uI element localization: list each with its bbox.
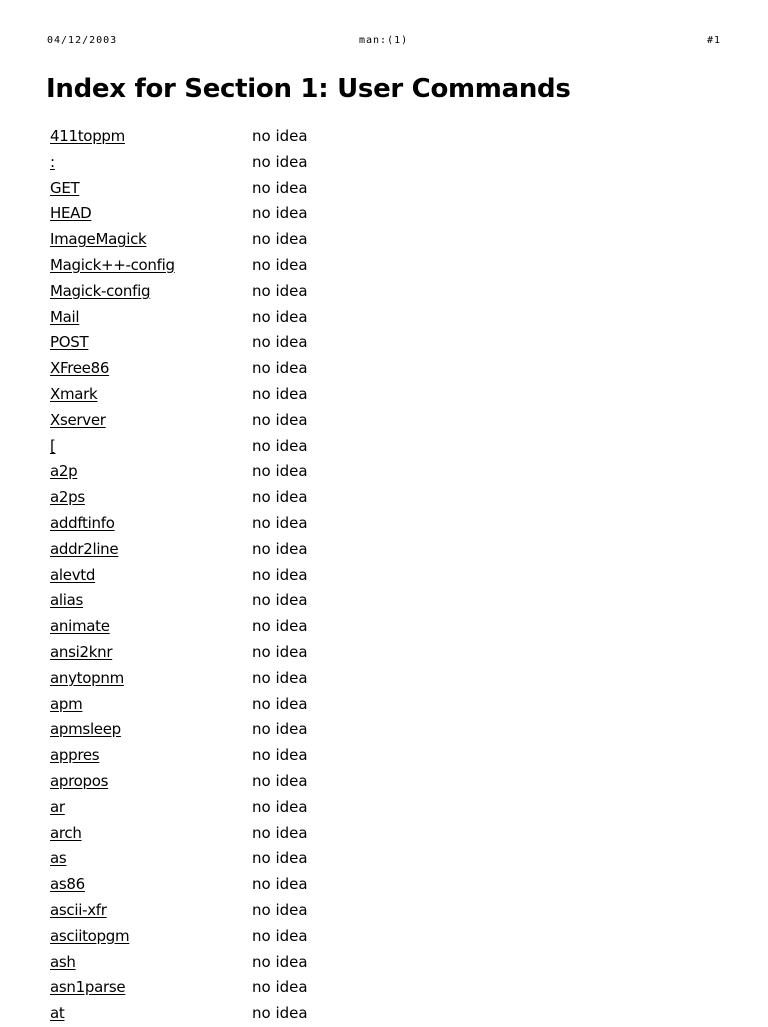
command-link[interactable]: ash (50, 952, 76, 971)
command-description: no idea (252, 952, 308, 971)
command-description: no idea (252, 281, 308, 300)
index-row (50, 356, 650, 382)
command-description: no idea (252, 384, 308, 403)
command-description: no idea (252, 642, 308, 661)
command-link[interactable]: : (50, 152, 55, 171)
index-row (50, 176, 650, 202)
command-description: no idea (252, 152, 308, 171)
command-description: no idea (252, 178, 308, 197)
command-description: no idea (252, 746, 308, 765)
command-link[interactable]: GET (50, 178, 80, 197)
index-row (50, 485, 650, 511)
command-description: no idea (252, 771, 308, 790)
command-description: no idea (252, 1004, 308, 1023)
command-description: no idea (252, 204, 308, 223)
command-description: no idea (252, 926, 308, 945)
index-row (50, 253, 650, 279)
command-description: no idea (252, 513, 308, 532)
command-index-list (50, 124, 650, 1027)
command-link[interactable]: Magick-config (50, 281, 151, 300)
command-link[interactable]: ansi2knr (50, 642, 113, 661)
command-link[interactable]: ImageMagick (50, 230, 147, 249)
command-description: no idea (252, 720, 308, 739)
index-row (50, 537, 650, 563)
command-description: no idea (252, 900, 308, 919)
index-row (50, 692, 650, 718)
header-section: man:(1) (359, 35, 409, 46)
command-link[interactable]: ar (50, 797, 65, 816)
index-row (50, 124, 650, 150)
index-row (50, 950, 650, 976)
command-description: no idea (252, 488, 308, 507)
index-row (50, 563, 650, 589)
command-link[interactable]: apropos (50, 771, 109, 790)
index-row (50, 975, 650, 1001)
index-row (50, 821, 650, 847)
command-description: no idea (252, 978, 308, 997)
command-link[interactable]: at (50, 1004, 65, 1023)
index-row (50, 511, 650, 537)
command-link[interactable]: addftinfo (50, 513, 115, 532)
command-description: no idea (252, 617, 308, 636)
command-link[interactable]: a2ps (50, 488, 85, 507)
command-link[interactable]: as (50, 849, 67, 868)
page-title: Index for Section 1: User Commands (46, 74, 571, 104)
command-description: no idea (252, 849, 308, 868)
index-row (50, 408, 650, 434)
command-description: no idea (252, 591, 308, 610)
command-link[interactable]: ascii-xfr (50, 900, 107, 919)
command-description: no idea (252, 462, 308, 481)
command-description: no idea (252, 410, 308, 429)
command-link[interactable]: addr2line (50, 539, 119, 558)
command-link[interactable]: HEAD (50, 204, 92, 223)
command-description: no idea (252, 127, 308, 145)
command-link[interactable]: 411toppm (50, 127, 125, 145)
index-row (50, 614, 650, 640)
command-description: no idea (252, 565, 308, 584)
index-row (50, 434, 650, 460)
command-link[interactable]: apm (50, 694, 83, 713)
command-description: no idea (252, 307, 308, 326)
page-header (47, 35, 721, 49)
index-row (50, 201, 650, 227)
command-link[interactable]: Xserver (50, 410, 106, 429)
command-description: no idea (252, 823, 308, 842)
index-row (50, 898, 650, 924)
index-row (50, 666, 650, 692)
command-description: no idea (252, 333, 308, 352)
index-row (50, 846, 650, 872)
command-link[interactable]: a2p (50, 462, 78, 481)
command-link[interactable]: appres (50, 746, 100, 765)
index-row (50, 330, 650, 356)
command-link[interactable]: animate (50, 617, 110, 636)
index-row (50, 150, 650, 176)
index-row (50, 743, 650, 769)
command-link[interactable]: alias (50, 591, 84, 610)
index-row (50, 924, 650, 950)
index-row (50, 872, 650, 898)
command-link[interactable]: XFree86 (50, 359, 110, 378)
header-date: 04/12/2003 (47, 35, 118, 46)
command-link[interactable]: anytopnm (50, 668, 124, 687)
index-row (50, 588, 650, 614)
header-page-number: #1 (706, 35, 721, 46)
index-row (50, 227, 650, 253)
command-description: no idea (252, 694, 308, 713)
index-row (50, 305, 650, 331)
index-row (50, 382, 650, 408)
command-description: no idea (252, 436, 308, 455)
command-link[interactable]: Magick++-config (50, 255, 175, 274)
command-description: no idea (252, 797, 308, 816)
command-description: no idea (252, 255, 308, 274)
index-row (50, 717, 650, 743)
command-link[interactable]: POST (50, 333, 89, 352)
command-description: no idea (252, 668, 308, 687)
command-link[interactable]: Xmark (50, 384, 98, 403)
command-link[interactable]: apmsleep (50, 720, 121, 739)
index-row (50, 279, 650, 305)
index-row (50, 769, 650, 795)
command-description: no idea (252, 230, 308, 249)
index-row (50, 1001, 650, 1027)
index-row (50, 459, 650, 485)
command-link[interactable]: asciitopgm (50, 926, 130, 945)
command-link[interactable]: [ (50, 436, 56, 455)
index-row (50, 640, 650, 666)
command-description: no idea (252, 875, 308, 894)
command-link[interactable]: alevtd (50, 565, 96, 584)
command-description: no idea (252, 359, 308, 378)
command-link[interactable]: Mail (50, 307, 80, 326)
command-description: no idea (252, 539, 308, 558)
index-row (50, 795, 650, 821)
command-link[interactable]: arch (50, 823, 82, 842)
command-link[interactable]: asn1parse (50, 978, 126, 997)
command-link[interactable]: as86 (50, 875, 85, 894)
